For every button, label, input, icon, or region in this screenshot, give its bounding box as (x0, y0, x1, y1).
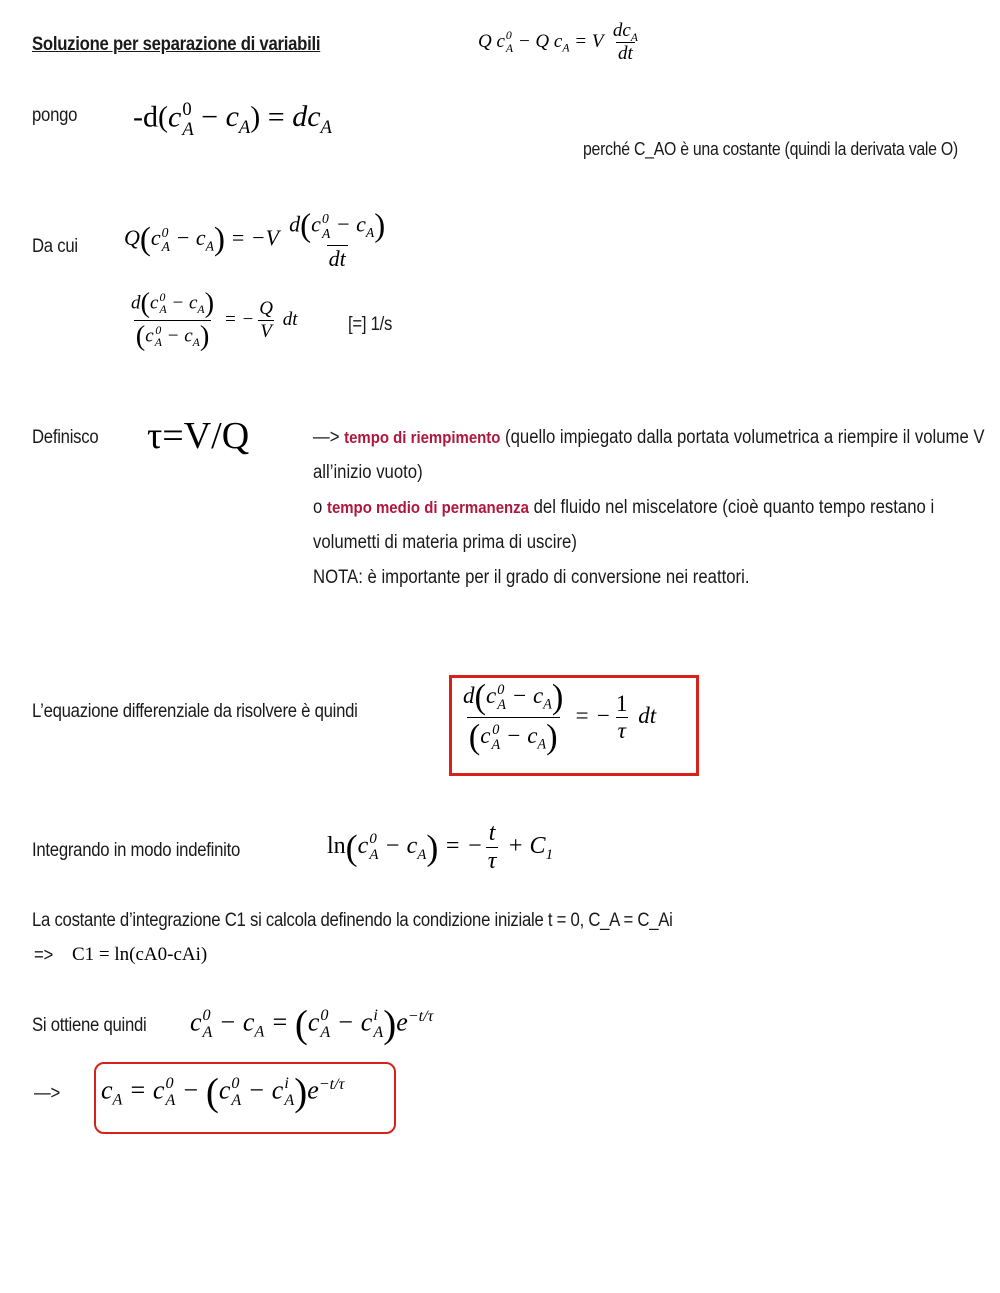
solution-equation: c 0 A − $c_A = (c$ 0 A − c i A )$e^{-t/\tau}$ (190, 1003, 434, 1046)
term-tempo-riempimento: tempo di riempimento (344, 428, 501, 447)
label-definisco: Definisco (32, 427, 99, 448)
tau-definition: τ=V/Q (147, 415, 250, 457)
tau-description: —> tempo di riempimento (quello impiegato dalla portata volumetrica a riempire il volume V all’inizio vuoto) o tempo medio di permanenza del fluido nel miscelatore (cioè quanto tempo restano i volumetti di materia prima di uscire) NOTA: è importante per il grado di conversione nei reattori. (313, 427, 985, 588)
substitution-equation: -d(c 0 A − $c_A) = dc_A$ (133, 99, 332, 140)
arrow-final: —> (34, 1083, 60, 1104)
mass-balance-equation: Q c 0 A − Q $c_A = V$ $\frac{dc_A}{dt}$ (478, 20, 638, 64)
label-pongo: pongo (32, 105, 78, 126)
integrated-equation: ln(c 0 A − $c_A$) = − $\frac{t}{\tau}$ + $C_1$ (327, 820, 553, 874)
label-da-cui: Da cui (32, 236, 78, 257)
term-tempo-permanenza: tempo medio di permanenza (326, 498, 529, 517)
label-integrando: Integrando in modo indefinito (32, 840, 241, 861)
balance-equation-2: Q(c 0 A − $c_A) = -V$ d(c 0 A − $c_A$) dt (124, 208, 386, 271)
final-solution: $c_A = c$ 0 A − (c 0 A − c i A )$e^{-t/\tau}$ (101, 1071, 345, 1114)
separated-equation: d(c 0 A − $c_A$) (c 0 A − $c_A$) = − $\frac{Q}{V}$ dt (131, 288, 298, 352)
arrow-c1: => (34, 945, 54, 966)
units-note: [=] 1/s (348, 314, 393, 335)
label-si-ottiene: Si ottiene quindi (32, 1015, 147, 1036)
integration-constant-text: La costante d’integrazione C1 si calcola definendo la condizione iniziale t = 0, C_A = C_Ai (32, 910, 673, 931)
note-constant: perché C_AO è una costante (quindi la derivata vale O) (583, 139, 958, 159)
page-title: Soluzione per separazione di variabili (32, 34, 321, 55)
label-eq-diff: L’equazione differenziale da risolvere è quindi (32, 701, 358, 722)
c1-formula: C1 = ln(cA0-cAi) (72, 944, 208, 965)
differential-equation: d(c 0 A − $c_A$) (c 0 A − $c_A$) = − $\frac{1}{\tau}$ dt (463, 678, 657, 756)
nota-text: NOTA: è importante per il grado di conversione nei reattori. (313, 567, 750, 588)
